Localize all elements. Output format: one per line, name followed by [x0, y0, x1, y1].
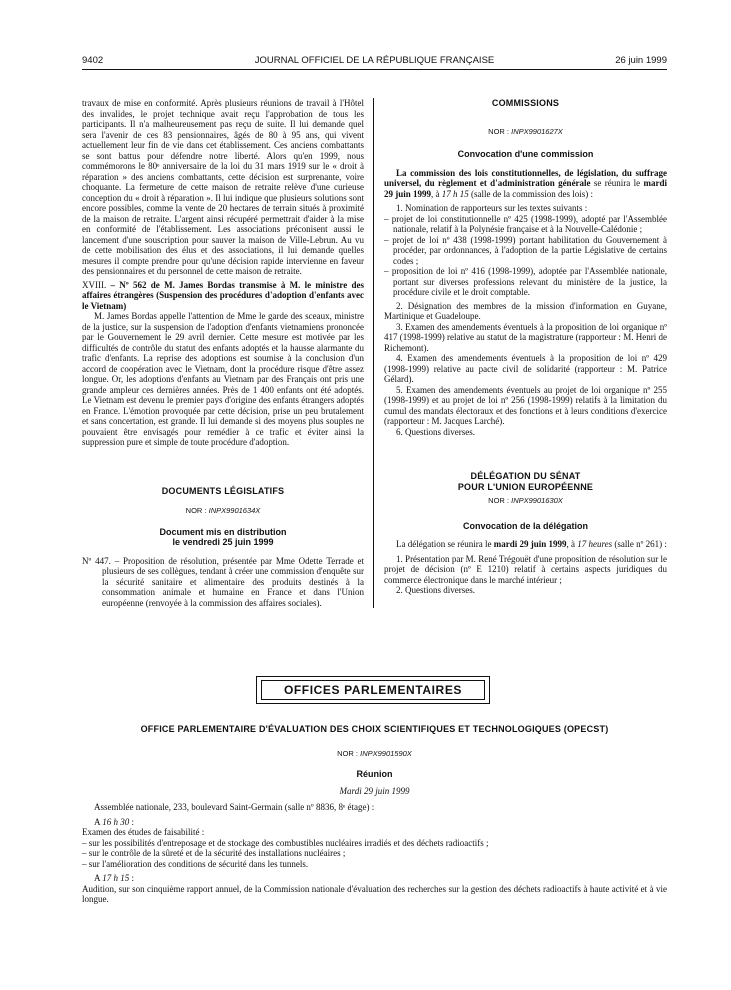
convocation-text: La commission des lois constitutionnelles, de législation, du suffrage universel, du règlement et d'administration générale se réunira le mardi 29 juin 1999, à 17 h 15 (salle de la commission des lois) : — [384, 167, 667, 199]
left-column — [82, 98, 364, 608]
agenda-subitem-2: – projet de loi nº 438 (1998-1999) portant habilitation du Gouvernement à procéder, par ordonnances, à l'adoption de la partie Législative de certains codes ; — [384, 234, 667, 266]
document-text: – Proposition de résolution, présentée par Mme Odette Terrade et plusieurs de ses collègues, tendant à créer une commission d'enquête sur la sécurité sanitaire et alimentaire des produits destinés à la consommation animale et humaine en France et dans l'Union européenne (renvoyée à la commission des affaires sociales). — [102, 555, 365, 608]
study-item-2: – sur le contrôle de la sûreté et de la sécurité des installations nucléaires ; — [82, 848, 346, 858]
reunion-date: Mardi 29 juin 1999 — [339, 785, 410, 796]
office-nor: NOR : INPX9901590X — [337, 748, 412, 758]
reunion-title: Réunion — [356, 769, 393, 779]
session-2-time: A 17 h 15 : — [94, 873, 135, 883]
docs-subtitle-1: Document mis en distribution — [159, 526, 287, 537]
page-number: 9402 — [82, 55, 104, 66]
offices-section — [82, 724, 667, 905]
delegation-item-1: 1. Présentation par M. René Trégouët d'une proposition de résolution sur le projet de décision (nº E 1210) relatif à certains aspects juridiques du commerce électronique dans le marché intérieur ; — [384, 553, 667, 585]
journal-title: JOURNAL OFFICIEL DE LA RÉPUBLIQUE FRANÇAISE — [254, 55, 495, 66]
agenda-item-6: 6. Questions diverses. — [396, 426, 475, 437]
docs-subtitle-2: le vendredi 25 juin 1999 — [172, 537, 274, 547]
docs-section-title: DOCUMENTS LÉGISLATIFS — [161, 485, 285, 496]
issue-date: 26 juin 1999 — [615, 55, 667, 66]
agenda-subitem-3: – proposition de loi nº 416 (1998-1999), adoptée par l'Assemblée nationale, portant sur diverses professions relevant du ministère de la justice, la procédure civile et le droit comptable. — [384, 266, 667, 297]
delegation-text: La délégation se réunira le mardi 29 juin 1999, à 17 heures (salle nº 261) : — [396, 539, 667, 549]
offices-box — [256, 676, 490, 704]
question-body: M. James Bordas appelle l'attention de Mme le garde des sceaux, ministre de la justice, sur la suspension de l'adoption d'enfants vietnamiens prononcée par le Gouvernement le 29 avril dernier. Cette mesure est motivée par les difficultés de contrôle du statut des enfants adoptés et la hausse alarmante du trafic d'enfants. La reprise des adoptions est soumise à la conclusion d'un accord de coopération avec le Vietnam, dont la procédure risque d'être assez longue. Or, les adoptions d'enfants au Vietnam par des Français ont pris une grande ampleur ces dernières années. Près de 1 400 enfants ont été adoptés. Le Vietnam est devenu le premier pays d'origine des enfants étrangers adoptés en France. L'émotion provoquée par cette décision, prise un peu brutalement et sans concertation, est grande. Il lui demande si des moyens plus souples ne pouvaient être envisagés pour remédier à ce trafic et éviter ainsi la suppression pure et simple de toute procédure d'adoption. — [82, 311, 364, 447]
agenda-item-4: 4. Examen des amendements éventuels à la proposition de loi nº 429 (1998-1999) relative au pacte civil de solidarité (rapporteur : M. Patrice Gélard). — [384, 353, 667, 384]
right-column — [384, 98, 667, 596]
agenda-item-2: 2. Désignation des membres de la mission d'information en Guyane, Martinique et Guadeloupe. — [384, 300, 667, 321]
delegation-title-1: DÉLÉGATION DU SÉNAT — [470, 471, 581, 481]
header-rule — [82, 69, 667, 70]
convocation-title: Convocation d'une commission — [457, 149, 594, 159]
commissions-title: COMMISSIONS — [491, 98, 560, 108]
office-title: OFFICE PARLEMENTAIRE D'ÉVALUATION DES CHOIX SCIENTIFIQUES ET TECHNOLOGIQUES (OPECST) — [140, 724, 609, 734]
agenda-item-1: 1. Nomination de rapporteurs sur les textes suivants : — [396, 203, 588, 213]
column-divider — [373, 98, 374, 608]
offices-box-title: OFFICES PARLEMENTAIRES — [261, 680, 485, 700]
page-header — [82, 55, 667, 69]
question-number: XVIII. — [82, 279, 107, 290]
reunion-place: Assemblée nationale, 233, boulevard Saint-Germain (salle nº 8836, 8ᵉ étage) : — [94, 802, 375, 812]
study-item-1: – sur les possibilités d'entreposage et de stockage des combustibles nucléaires irradiés et des déchets radioactifs ; — [82, 837, 489, 848]
delegation-title-2: POUR L'UNION EUROPÉENNE — [457, 481, 594, 492]
feasibility-studies: Examen des études de faisabilité : — [82, 827, 205, 837]
agenda-item-5: 5. Examen des amendements éventuels au projet de loi organique nº 255 (1998-1999) et au projet de loi nº 256 (1998-1999) relatifs à la limitation du cumul des mandats électoraux et des fonctions et à leurs conditions d'exercice (rapporteur : M. Jacques Larché). — [384, 384, 667, 426]
session-1-time: A 16 h 30 : — [94, 816, 135, 827]
question-title: – Nº 562 de M. James Bordas transmise à M. le ministre des affaires étrangères (Suspension des procédures d'adoption d'enfants avec le Vietnam) — [82, 279, 365, 311]
docs-nor: NOR : INPX9901634X — [185, 506, 261, 515]
delegation-nor: NOR : INPX9901630X — [488, 496, 563, 505]
commissions-nor: NOR : INPX9901627X — [488, 126, 563, 136]
agenda-item-3: 3. Examen des amendements éventuels à la proposition de loi organique nº 417 (1998-1999) relative au statut de la magistrature (rapporteur : M. Henri de Richemont). — [384, 321, 667, 353]
audition-text: Audition, sur son cinquième rapport annuel, de la Commission nationale d'évaluation des recherches sur la gestion des déchets radioactifs à haute activité et à vie longue. — [82, 883, 667, 904]
study-item-3: – sur l'amélioration des conditions de sécurité dans les tunnels. — [82, 858, 309, 869]
question-heading — [82, 280, 364, 312]
question-continuation: travaux de mise en conformité. Après plusieurs réunions de travail à l'Hôtel des invalides, le projet technique avait reçu l'approbation de tous les participants. Il n'a malheureusement pas reçu de suite. Il lui demande quel sera l'avenir de ces 83 pensionnaires, âgés de 80 à 95 ans, qui vivent actuellement leur fin de vie dans cet établissement. Ces anciens combattants se sont battus pour défendre notre liberté. Alors qu'en 1999, nous commémorons le 80ᵉ anniversaire de la loi du 31 mars 1919 sur le « droit à réparation » des anciens combattants, cette décision est surprenante, voire choquante. La fermeture de cette maison de retraite relève d'une curieuse conception du « droit à réparation ». Il lui indique que plusieurs solutions sont encore possibles, comme la vente de 20 hectares de terrain situés à proximité de la maison de retraite. L'argent ainsi récupéré permettrait d'aider à la mise en conformité de l'établissement. Les associations préconisent aussi le lancement d'une souscription pour sauver la maison de Ville-Lebrun. Au vu de cette mobilisation des élus et des associations, il lui demande quelles mesures il compte prendre pour qu'une décision rapide intervienne en faveur des pensionnaires et du personnel de cette maison de retraite. — [82, 98, 364, 276]
delegation-convocation-title: Convocation de la délégation — [462, 520, 588, 531]
agenda-subitem-1: – projet de loi constitutionnelle nº 425 (1998-1999), adopté par l'Assemblée nationale, relatif à la Polynésie française et à la Nouvelle-Calédonie ; — [384, 213, 667, 234]
delegation-item-2: 2. Questions diverses. — [396, 585, 475, 595]
document-number: Nº 447. — [82, 555, 111, 566]
document-entry — [82, 556, 364, 609]
